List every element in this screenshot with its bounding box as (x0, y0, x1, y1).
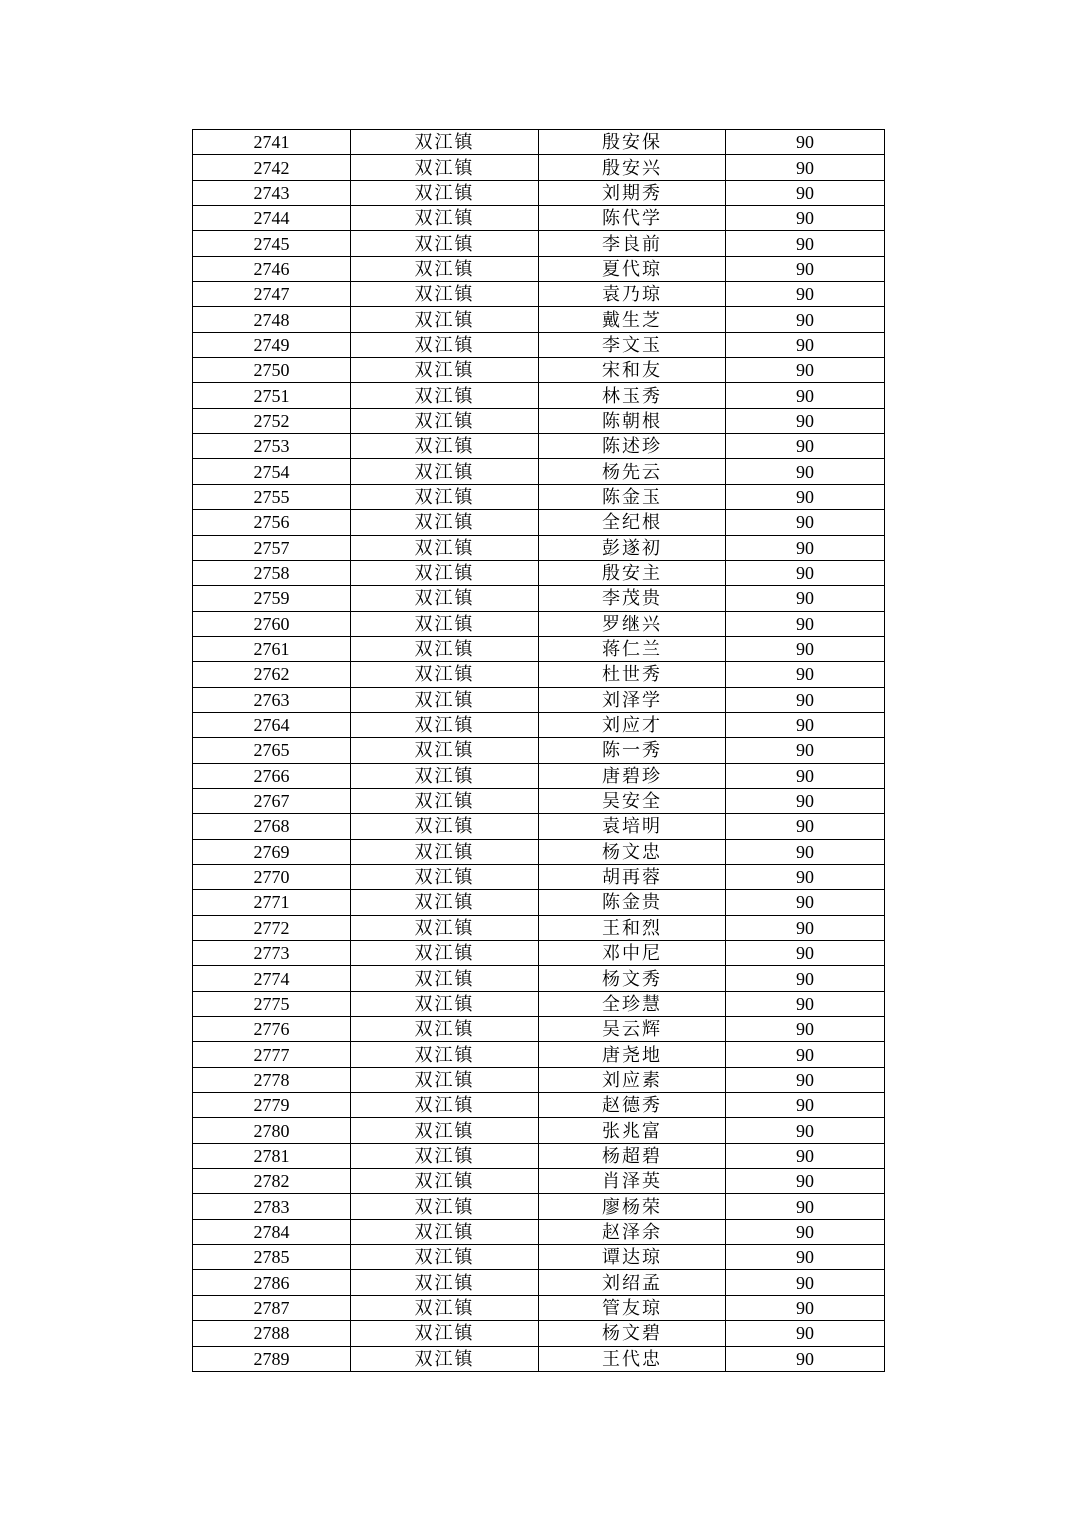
cell-serial-number: 2749 (193, 332, 351, 357)
cell-serial-number: 2755 (193, 484, 351, 509)
cell-town: 双江镇 (351, 890, 539, 915)
cell-serial-number: 2779 (193, 1093, 351, 1118)
cell-amount: 90 (726, 890, 885, 915)
table-row (193, 662, 885, 687)
cell-amount: 90 (726, 763, 885, 788)
cell-person-name: 殷安保 (539, 130, 726, 155)
cell-serial-number: 2771 (193, 890, 351, 915)
cell-amount: 90 (726, 231, 885, 256)
table-row (193, 687, 885, 712)
cell-person-name: 陈代学 (539, 206, 726, 231)
table-row (193, 712, 885, 737)
cell-town: 双江镇 (351, 282, 539, 307)
cell-serial-number: 2786 (193, 1270, 351, 1295)
cell-person-name: 赵德秀 (539, 1093, 726, 1118)
cell-town: 双江镇 (351, 358, 539, 383)
cell-town: 双江镇 (351, 510, 539, 535)
cell-amount: 90 (726, 1194, 885, 1219)
cell-serial-number: 2760 (193, 611, 351, 636)
table-row (193, 1321, 885, 1346)
cell-amount: 90 (726, 1219, 885, 1244)
cell-amount: 90 (726, 510, 885, 535)
cell-amount: 90 (726, 358, 885, 383)
cell-person-name: 陈金贵 (539, 890, 726, 915)
table-row (193, 510, 885, 535)
cell-town: 双江镇 (351, 307, 539, 332)
cell-town: 双江镇 (351, 1017, 539, 1042)
cell-serial-number: 2746 (193, 256, 351, 281)
cell-serial-number: 2753 (193, 434, 351, 459)
cell-amount: 90 (726, 1017, 885, 1042)
cell-town: 双江镇 (351, 687, 539, 712)
cell-serial-number: 2789 (193, 1346, 351, 1371)
table-row (193, 1194, 885, 1219)
cell-town: 双江镇 (351, 712, 539, 737)
cell-town: 双江镇 (351, 788, 539, 813)
cell-town: 双江镇 (351, 915, 539, 940)
cell-town: 双江镇 (351, 130, 539, 155)
cell-serial-number: 2775 (193, 991, 351, 1016)
cell-serial-number: 2767 (193, 788, 351, 813)
table-row (193, 738, 885, 763)
cell-amount: 90 (726, 155, 885, 180)
cell-person-name: 彭遂初 (539, 535, 726, 560)
cell-serial-number: 2741 (193, 130, 351, 155)
cell-amount: 90 (726, 1093, 885, 1118)
cell-serial-number: 2762 (193, 662, 351, 687)
cell-person-name: 李茂贵 (539, 586, 726, 611)
cell-town: 双江镇 (351, 1295, 539, 1320)
cell-amount: 90 (726, 484, 885, 509)
cell-town: 双江镇 (351, 1042, 539, 1067)
cell-serial-number: 2748 (193, 307, 351, 332)
table-row (193, 231, 885, 256)
table-row (193, 966, 885, 991)
table-row (193, 1118, 885, 1143)
table-row (193, 130, 885, 155)
cell-serial-number: 2756 (193, 510, 351, 535)
cell-amount: 90 (726, 130, 885, 155)
cell-person-name: 吴安全 (539, 788, 726, 813)
cell-person-name: 袁培明 (539, 814, 726, 839)
cell-person-name: 杨文忠 (539, 839, 726, 864)
cell-amount: 90 (726, 712, 885, 737)
cell-amount: 90 (726, 636, 885, 661)
cell-amount: 90 (726, 1270, 885, 1295)
table-row (193, 1143, 885, 1168)
cell-town: 双江镇 (351, 180, 539, 205)
cell-serial-number: 2759 (193, 586, 351, 611)
table-row (193, 1295, 885, 1320)
cell-person-name: 唐尧地 (539, 1042, 726, 1067)
cell-town: 双江镇 (351, 459, 539, 484)
cell-town: 双江镇 (351, 586, 539, 611)
table-row (193, 864, 885, 889)
cell-person-name: 胡再蓉 (539, 864, 726, 889)
cell-serial-number: 2768 (193, 814, 351, 839)
cell-town: 双江镇 (351, 1169, 539, 1194)
cell-person-name: 陈金玉 (539, 484, 726, 509)
cell-person-name: 刘应才 (539, 712, 726, 737)
cell-amount: 90 (726, 459, 885, 484)
cell-serial-number: 2788 (193, 1321, 351, 1346)
table-row (193, 611, 885, 636)
cell-amount: 90 (726, 1067, 885, 1092)
cell-serial-number: 2784 (193, 1219, 351, 1244)
cell-serial-number: 2783 (193, 1194, 351, 1219)
cell-serial-number: 2757 (193, 535, 351, 560)
cell-person-name: 刘泽学 (539, 687, 726, 712)
cell-amount: 90 (726, 1042, 885, 1067)
cell-amount: 90 (726, 788, 885, 813)
cell-amount: 90 (726, 1295, 885, 1320)
cell-town: 双江镇 (351, 738, 539, 763)
cell-person-name: 杨超碧 (539, 1143, 726, 1168)
cell-person-name: 殷安兴 (539, 155, 726, 180)
cell-person-name: 管友琼 (539, 1295, 726, 1320)
cell-serial-number: 2782 (193, 1169, 351, 1194)
table-row (193, 282, 885, 307)
cell-person-name: 赵泽余 (539, 1219, 726, 1244)
cell-serial-number: 2742 (193, 155, 351, 180)
cell-amount: 90 (726, 611, 885, 636)
cell-serial-number: 2781 (193, 1143, 351, 1168)
table-row (193, 1219, 885, 1244)
table-row (193, 332, 885, 357)
cell-town: 双江镇 (351, 1346, 539, 1371)
cell-serial-number: 2752 (193, 408, 351, 433)
cell-person-name: 邓中尼 (539, 941, 726, 966)
table-row (193, 1017, 885, 1042)
cell-amount: 90 (726, 915, 885, 940)
roster-table-body (193, 130, 885, 1372)
table-row (193, 383, 885, 408)
cell-person-name: 杜世秀 (539, 662, 726, 687)
table-row (193, 1346, 885, 1371)
cell-person-name: 谭达琼 (539, 1245, 726, 1270)
cell-town: 双江镇 (351, 256, 539, 281)
cell-amount: 90 (726, 408, 885, 433)
table-row (193, 636, 885, 661)
cell-amount: 90 (726, 180, 885, 205)
table-row (193, 535, 885, 560)
cell-person-name: 王代忠 (539, 1346, 726, 1371)
cell-town: 双江镇 (351, 814, 539, 839)
cell-serial-number: 2780 (193, 1118, 351, 1143)
cell-person-name: 杨文秀 (539, 966, 726, 991)
cell-amount: 90 (726, 839, 885, 864)
table-row (193, 991, 885, 1016)
cell-amount: 90 (726, 738, 885, 763)
table-row (193, 839, 885, 864)
table-row (193, 586, 885, 611)
table-row (193, 814, 885, 839)
cell-town: 双江镇 (351, 1093, 539, 1118)
table-row (193, 155, 885, 180)
cell-town: 双江镇 (351, 1245, 539, 1270)
cell-amount: 90 (726, 1321, 885, 1346)
cell-serial-number: 2769 (193, 839, 351, 864)
cell-person-name: 全珍慧 (539, 991, 726, 1016)
cell-amount: 90 (726, 662, 885, 687)
table-row (193, 1067, 885, 1092)
cell-person-name: 袁乃琼 (539, 282, 726, 307)
cell-person-name: 廖杨荣 (539, 1194, 726, 1219)
cell-town: 双江镇 (351, 941, 539, 966)
cell-town: 双江镇 (351, 484, 539, 509)
cell-serial-number: 2750 (193, 358, 351, 383)
table-row (193, 256, 885, 281)
cell-serial-number: 2758 (193, 560, 351, 585)
table-row (193, 307, 885, 332)
cell-person-name: 殷安主 (539, 560, 726, 585)
cell-amount: 90 (726, 1143, 885, 1168)
cell-amount: 90 (726, 1169, 885, 1194)
cell-amount: 90 (726, 434, 885, 459)
cell-serial-number: 2773 (193, 941, 351, 966)
cell-amount: 90 (726, 256, 885, 281)
cell-person-name: 蒋仁兰 (539, 636, 726, 661)
table-row (193, 763, 885, 788)
cell-person-name: 陈朝根 (539, 408, 726, 433)
cell-person-name: 戴生芝 (539, 307, 726, 332)
cell-person-name: 林玉秀 (539, 383, 726, 408)
cell-person-name: 吴云辉 (539, 1017, 726, 1042)
cell-person-name: 张兆富 (539, 1118, 726, 1143)
cell-town: 双江镇 (351, 408, 539, 433)
cell-town: 双江镇 (351, 763, 539, 788)
cell-person-name: 罗继兴 (539, 611, 726, 636)
cell-town: 双江镇 (351, 1067, 539, 1092)
cell-amount: 90 (726, 282, 885, 307)
cell-town: 双江镇 (351, 1321, 539, 1346)
cell-town: 双江镇 (351, 560, 539, 585)
cell-serial-number: 2763 (193, 687, 351, 712)
cell-person-name: 肖泽英 (539, 1169, 726, 1194)
cell-person-name: 李良前 (539, 231, 726, 256)
cell-town: 双江镇 (351, 434, 539, 459)
cell-town: 双江镇 (351, 383, 539, 408)
cell-town: 双江镇 (351, 1219, 539, 1244)
cell-person-name: 王和烈 (539, 915, 726, 940)
cell-serial-number: 2766 (193, 763, 351, 788)
table-row (193, 1245, 885, 1270)
cell-serial-number: 2745 (193, 231, 351, 256)
table-row (193, 788, 885, 813)
cell-amount: 90 (726, 814, 885, 839)
cell-amount: 90 (726, 586, 885, 611)
table-row (193, 459, 885, 484)
cell-town: 双江镇 (351, 1270, 539, 1295)
cell-amount: 90 (726, 864, 885, 889)
table-row (193, 434, 885, 459)
cell-town: 双江镇 (351, 155, 539, 180)
cell-town: 双江镇 (351, 206, 539, 231)
cell-person-name: 唐碧珍 (539, 763, 726, 788)
cell-amount: 90 (726, 307, 885, 332)
cell-town: 双江镇 (351, 839, 539, 864)
cell-serial-number: 2754 (193, 459, 351, 484)
table-row (193, 180, 885, 205)
cell-serial-number: 2751 (193, 383, 351, 408)
cell-town: 双江镇 (351, 611, 539, 636)
table-row (193, 484, 885, 509)
cell-person-name: 宋和友 (539, 358, 726, 383)
cell-person-name: 刘应素 (539, 1067, 726, 1092)
cell-amount: 90 (726, 332, 885, 357)
cell-amount: 90 (726, 1346, 885, 1371)
cell-amount: 90 (726, 687, 885, 712)
cell-town: 双江镇 (351, 332, 539, 357)
cell-serial-number: 2778 (193, 1067, 351, 1092)
cell-serial-number: 2787 (193, 1295, 351, 1320)
cell-amount: 90 (726, 206, 885, 231)
table-row (193, 206, 885, 231)
cell-serial-number: 2774 (193, 966, 351, 991)
table-row (193, 408, 885, 433)
table-row (193, 915, 885, 940)
cell-amount: 90 (726, 383, 885, 408)
cell-serial-number: 2776 (193, 1017, 351, 1042)
table-row (193, 1042, 885, 1067)
cell-town: 双江镇 (351, 662, 539, 687)
table-row (193, 1270, 885, 1295)
cell-serial-number: 2744 (193, 206, 351, 231)
cell-serial-number: 2765 (193, 738, 351, 763)
cell-amount: 90 (726, 966, 885, 991)
cell-town: 双江镇 (351, 1118, 539, 1143)
cell-person-name: 杨文碧 (539, 1321, 726, 1346)
cell-serial-number: 2777 (193, 1042, 351, 1067)
cell-town: 双江镇 (351, 864, 539, 889)
cell-amount: 90 (726, 535, 885, 560)
roster-table (192, 129, 885, 1372)
cell-town: 双江镇 (351, 535, 539, 560)
cell-person-name: 陈一秀 (539, 738, 726, 763)
cell-person-name: 李文玉 (539, 332, 726, 357)
cell-town: 双江镇 (351, 636, 539, 661)
cell-town: 双江镇 (351, 231, 539, 256)
cell-amount: 90 (726, 560, 885, 585)
cell-serial-number: 2772 (193, 915, 351, 940)
cell-town: 双江镇 (351, 1143, 539, 1168)
cell-town: 双江镇 (351, 966, 539, 991)
cell-amount: 90 (726, 1118, 885, 1143)
cell-amount: 90 (726, 1245, 885, 1270)
table-row (193, 890, 885, 915)
cell-serial-number: 2743 (193, 180, 351, 205)
cell-serial-number: 2747 (193, 282, 351, 307)
cell-town: 双江镇 (351, 991, 539, 1016)
cell-amount: 90 (726, 991, 885, 1016)
table-row (193, 1093, 885, 1118)
document-page (192, 129, 880, 1372)
table-row (193, 1169, 885, 1194)
cell-serial-number: 2770 (193, 864, 351, 889)
cell-town: 双江镇 (351, 1194, 539, 1219)
table-row (193, 358, 885, 383)
cell-person-name: 刘绍孟 (539, 1270, 726, 1295)
cell-serial-number: 2785 (193, 1245, 351, 1270)
cell-serial-number: 2764 (193, 712, 351, 737)
table-row (193, 560, 885, 585)
cell-amount: 90 (726, 941, 885, 966)
cell-person-name: 杨先云 (539, 459, 726, 484)
cell-serial-number: 2761 (193, 636, 351, 661)
cell-person-name: 全纪根 (539, 510, 726, 535)
table-row (193, 941, 885, 966)
cell-person-name: 刘期秀 (539, 180, 726, 205)
cell-person-name: 夏代琼 (539, 256, 726, 281)
cell-person-name: 陈述珍 (539, 434, 726, 459)
